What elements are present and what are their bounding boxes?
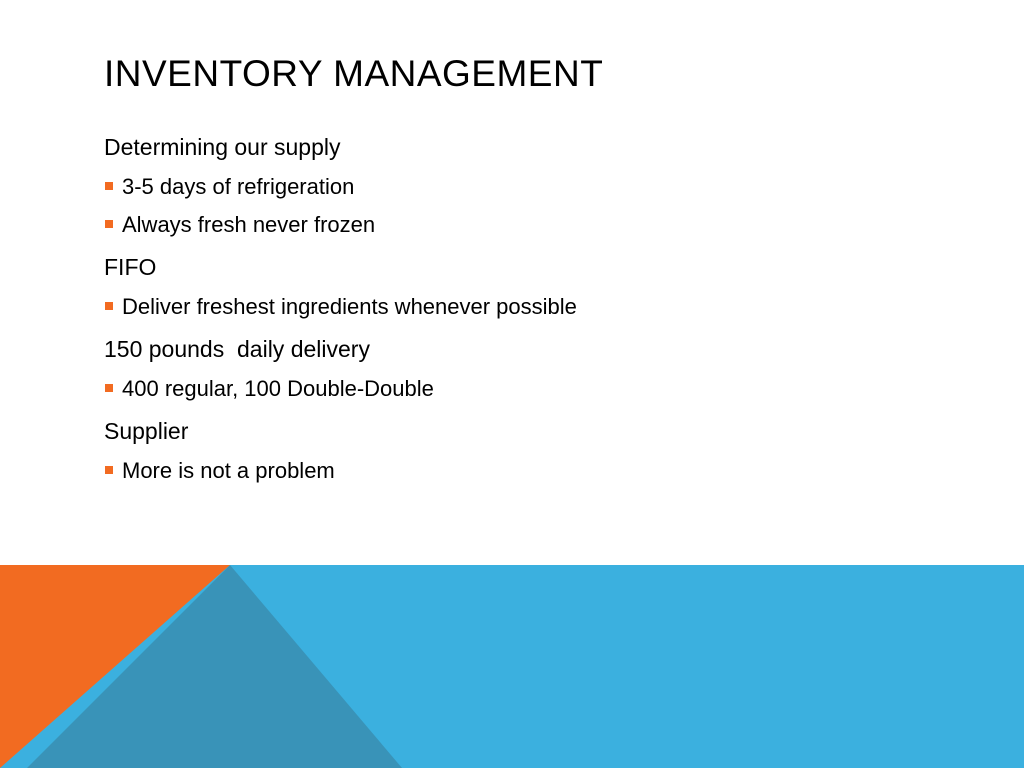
decorative-footer-band bbox=[0, 565, 1024, 768]
square-bullet-icon bbox=[105, 466, 113, 474]
section-fifo bbox=[104, 252, 964, 326]
slide-body bbox=[104, 132, 964, 490]
bullet-text: Always fresh never frozen bbox=[122, 212, 376, 237]
section-heading: 150 pounds daily delivery bbox=[104, 336, 370, 362]
slide-title: INVENTORY MANAGEMENT bbox=[104, 53, 604, 94]
bullet-list bbox=[104, 168, 964, 244]
bullet-list bbox=[104, 452, 964, 490]
section-supplier bbox=[104, 416, 964, 490]
bullet-item bbox=[104, 168, 964, 206]
bullet-item bbox=[104, 370, 964, 408]
section-heading: FIFO bbox=[104, 254, 157, 280]
bullet-item bbox=[104, 452, 964, 490]
bullet-list bbox=[104, 370, 964, 408]
bullet-item bbox=[104, 206, 964, 244]
section-heading: Determining our supply bbox=[104, 134, 341, 160]
bullet-text: 3-5 days of refrigeration bbox=[122, 174, 355, 199]
bullet-text: 400 regular, 100 Double-Double bbox=[122, 376, 434, 401]
section-supply bbox=[104, 132, 964, 244]
square-bullet-icon bbox=[105, 302, 113, 310]
bullet-text: More is not a problem bbox=[122, 458, 335, 483]
section-heading: Supplier bbox=[104, 418, 189, 444]
square-bullet-icon bbox=[105, 182, 113, 190]
bullet-item bbox=[104, 288, 964, 326]
square-bullet-icon bbox=[105, 384, 113, 392]
bullet-list bbox=[104, 288, 964, 326]
square-bullet-icon bbox=[105, 220, 113, 228]
section-delivery bbox=[104, 334, 964, 408]
bullet-text: Deliver freshest ingredients whenever possible bbox=[122, 294, 577, 319]
